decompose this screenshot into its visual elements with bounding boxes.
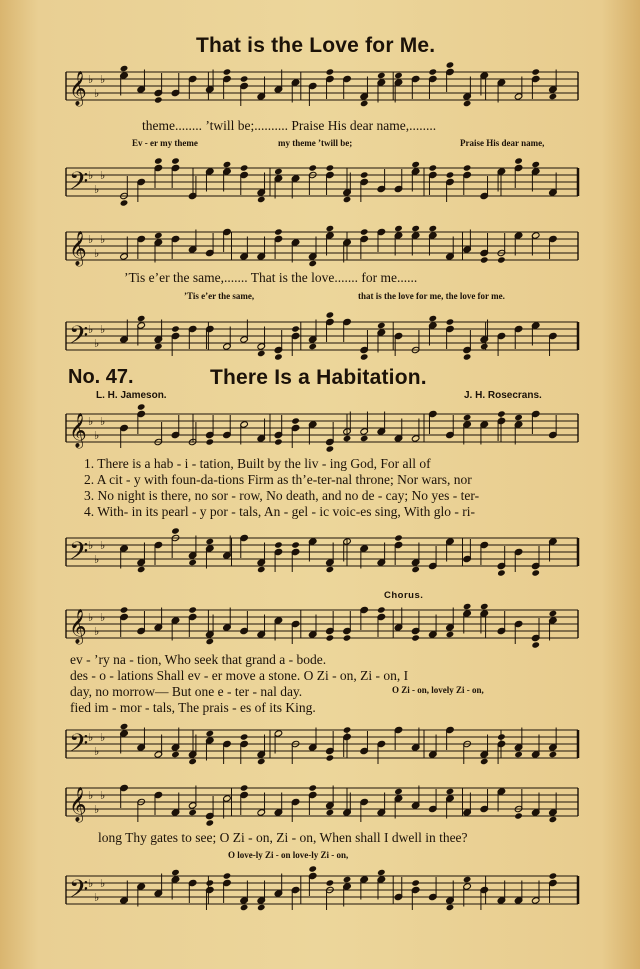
music-staff — [0, 158, 640, 218]
music-staff — [0, 312, 640, 372]
svg-text:♭: ♭ — [100, 877, 106, 890]
svg-text:♭: ♭ — [94, 745, 100, 758]
hymn-title: There Is a Habitation. — [210, 366, 427, 389]
verse-line: fied im - mor - tals, The prais - es of its King. — [70, 700, 316, 715]
verse-line: des - o - lations Shall ev - er move a stone. O Zi - on, Zi - on, I — [70, 668, 409, 683]
lyric-line: theme........ ’twill be;.......... Praise His dear name,........ — [142, 118, 437, 133]
svg-text:♭: ♭ — [100, 539, 106, 552]
svg-text:♭: ♭ — [88, 539, 94, 552]
chorus-label: Chorus. — [384, 590, 424, 601]
svg-text:♭: ♭ — [94, 87, 100, 100]
svg-text:♭: ♭ — [88, 169, 94, 182]
lyric-line: long Thy gates to see; O Zi - on, Zi - on, When shall I dwell in thee? — [98, 830, 468, 845]
svg-text:♭: ♭ — [100, 415, 106, 428]
svg-text:♭: ♭ — [88, 611, 94, 624]
svg-text:♭: ♭ — [100, 789, 106, 802]
lyric-subline: my theme ’twill be; — [278, 138, 353, 148]
svg-text:♭: ♭ — [88, 415, 94, 428]
lyric-subline: Ev - er my theme — [132, 138, 198, 148]
svg-text:♭: ♭ — [88, 233, 94, 246]
lyric-subline: Praise His dear name, — [460, 138, 545, 148]
svg-text:𝄞: 𝄞 — [69, 609, 87, 644]
svg-text:♭: ♭ — [88, 877, 94, 890]
svg-text:♭: ♭ — [88, 323, 94, 336]
svg-text:♭: ♭ — [94, 429, 100, 442]
music-staff — [0, 778, 640, 838]
svg-text:♭: ♭ — [100, 233, 106, 246]
svg-text:♭: ♭ — [94, 891, 100, 904]
svg-text:♭: ♭ — [94, 553, 100, 566]
music-staff — [0, 600, 640, 660]
svg-text:𝄢: 𝄢 — [69, 729, 89, 764]
verse-line: 3. No night is there, no sor - row, No death, and no de - cay; No yes - ter- — [84, 488, 480, 503]
lyric-subline: O love-ly Zi - on love-ly Zi - on, — [228, 850, 349, 860]
svg-text:♭: ♭ — [94, 247, 100, 260]
chorus-subline: O Zi - on, lovely Zi - on, — [392, 685, 484, 695]
verse-line: 1. There is a hab - i - tation, Built by the liv - ing God, For all of — [84, 456, 431, 471]
hymn-number: No. 47. — [68, 366, 134, 388]
svg-text:♭: ♭ — [88, 789, 94, 802]
svg-text:𝄢: 𝄢 — [69, 537, 89, 572]
svg-text:♭: ♭ — [94, 183, 100, 196]
verse-line: 2. A cit - y with foun-da-tions Firm as th’e-ter-nal throne; Nor wars, nor — [84, 472, 472, 487]
svg-text:𝄢: 𝄢 — [69, 167, 89, 202]
svg-text:𝄞: 𝄞 — [69, 413, 87, 448]
svg-text:♭: ♭ — [88, 73, 94, 86]
lyric-subline: that is the love for me, the love for me. — [358, 291, 505, 301]
svg-text:♭: ♭ — [100, 73, 106, 86]
lyric-line: ’Tis e’er the same,....... That is the love....... for me...... — [124, 270, 418, 285]
verse-line: ev - ’ry na - tion, Who seek that grand a - bode. — [70, 652, 327, 667]
svg-text:♭: ♭ — [94, 803, 100, 816]
author-credit: L. H. Jameson. — [96, 390, 167, 401]
music-staff — [0, 720, 640, 780]
svg-text:𝄞: 𝄞 — [69, 787, 87, 822]
music-staff — [0, 866, 640, 926]
music-staff — [0, 404, 640, 464]
svg-text:♭: ♭ — [100, 731, 106, 744]
svg-text:♭: ♭ — [100, 323, 106, 336]
music-staff — [0, 62, 640, 122]
hymn-title: That is the Love for Me. — [196, 34, 436, 57]
svg-text:𝄢: 𝄢 — [69, 321, 89, 356]
svg-text:♭: ♭ — [88, 731, 94, 744]
svg-text:♭: ♭ — [100, 611, 106, 624]
music-staff — [0, 528, 640, 588]
svg-text:♭: ♭ — [100, 169, 106, 182]
verse-line: day, no morrow— But one e - ter - nal day. — [70, 684, 303, 699]
svg-text:𝄞: 𝄞 — [69, 231, 87, 266]
composer-credit: J. H. Rosecrans. — [464, 390, 542, 401]
svg-text:♭: ♭ — [94, 625, 100, 638]
verse-line: 4. With- in its pearl - y por - tals, An - gel - ic voic-es sing, With glo - ri- — [84, 504, 475, 519]
svg-text:𝄢: 𝄢 — [69, 875, 89, 910]
lyric-subline: ’Tis e’er the same, — [184, 291, 255, 301]
svg-text:♭: ♭ — [94, 337, 100, 350]
svg-text:𝄞: 𝄞 — [69, 71, 87, 106]
